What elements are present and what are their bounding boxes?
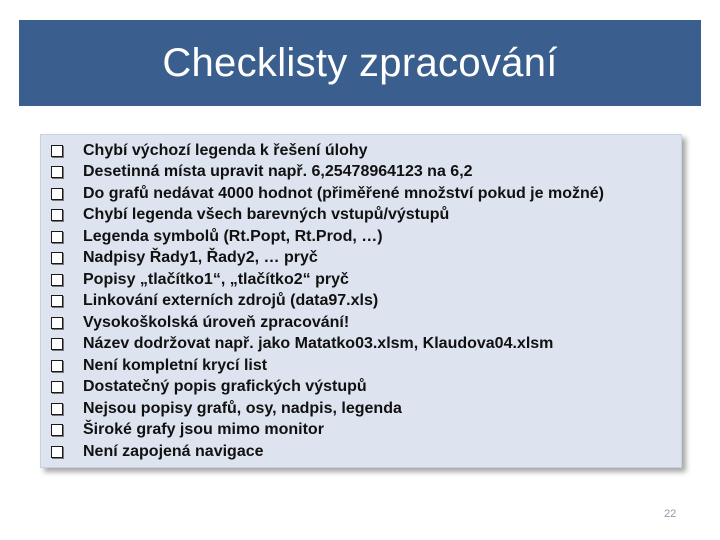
checklist-item-label: Není kompletní krycí list [83,356,268,374]
checklist-panel [40,134,682,468]
checkbox-square-icon [51,209,63,221]
title-bar [19,20,701,106]
checklist-item [51,205,604,227]
checkbox-square-icon [51,424,63,436]
checklist-item [51,355,604,377]
checkbox-square-icon [51,381,63,393]
page-number: 22 [664,508,677,520]
checklist-item-label: Není zapojená navigace [83,442,264,460]
checkbox-square-icon [51,295,63,307]
checkbox-square-icon [51,274,63,286]
checkbox-square-icon [51,252,63,264]
checklist-item [51,398,604,420]
checklist-item-label: Název dodržovat např. jako Matatko03.xlsm, Klaudova04.xlsm [83,335,554,353]
checklist-item-label: Desetinná místa upravit např. 6,25478964123 na 6,2 [83,163,473,181]
checklist-item [51,140,604,162]
slide-title: Checklisty zpracování [162,40,558,85]
checklist-item [51,183,604,205]
checkbox-square-icon [51,145,63,157]
checklist-item-label: Nejsou popisy grafů, osy, nadpis, legenda [83,399,402,417]
checklist-item-label: Vysokoškolská úroveň zpracování! [83,313,350,331]
checklist-item-label: Dostatečný popis grafických výstupů [83,378,367,396]
checklist-item [51,162,604,184]
checklist-item [51,269,604,291]
checklist-item-label: Do grafů nedávat 4000 hodnot (přiměřené množství pokud je možné) [83,184,604,202]
checkbox-square-icon [51,166,63,178]
checklist-item-label: Linkování externích zdrojů (data97.xls) [83,292,379,310]
checkbox-square-icon [51,231,63,243]
checklist-item-label: Nadpisy Řady1, Řady2, … pryč [83,249,318,267]
checklist-item-label: Chybí legenda všech barevných vstupů/výstupů [83,206,450,224]
checklist-item-label: Popisy „tlačítko1“, „tlačítko2“ pryč [83,270,349,288]
checklist-item [51,248,604,270]
checkbox-square-icon [51,338,63,350]
checkbox-square-icon [51,360,63,372]
checkbox-square-icon [51,188,63,200]
checklist-item-label: Chybí výchozí legenda k řešení úlohy [83,141,368,159]
checklist-item [51,441,604,463]
checklist-item [51,226,604,248]
checklist-item-label: Legenda symbolů (Rt.Popt, Rt.Prod, …) [83,227,383,245]
checkbox-square-icon [51,446,63,458]
checkbox-square-icon [51,317,63,329]
checklist-item-label: Široké grafy jsou mimo monitor [83,421,324,439]
checklist-item [51,420,604,442]
checklist-item [51,334,604,356]
checkbox-square-icon [51,403,63,415]
checklist-item [51,377,604,399]
checklist-item [51,291,604,313]
checklist-item [51,312,604,334]
checklist [51,140,604,463]
